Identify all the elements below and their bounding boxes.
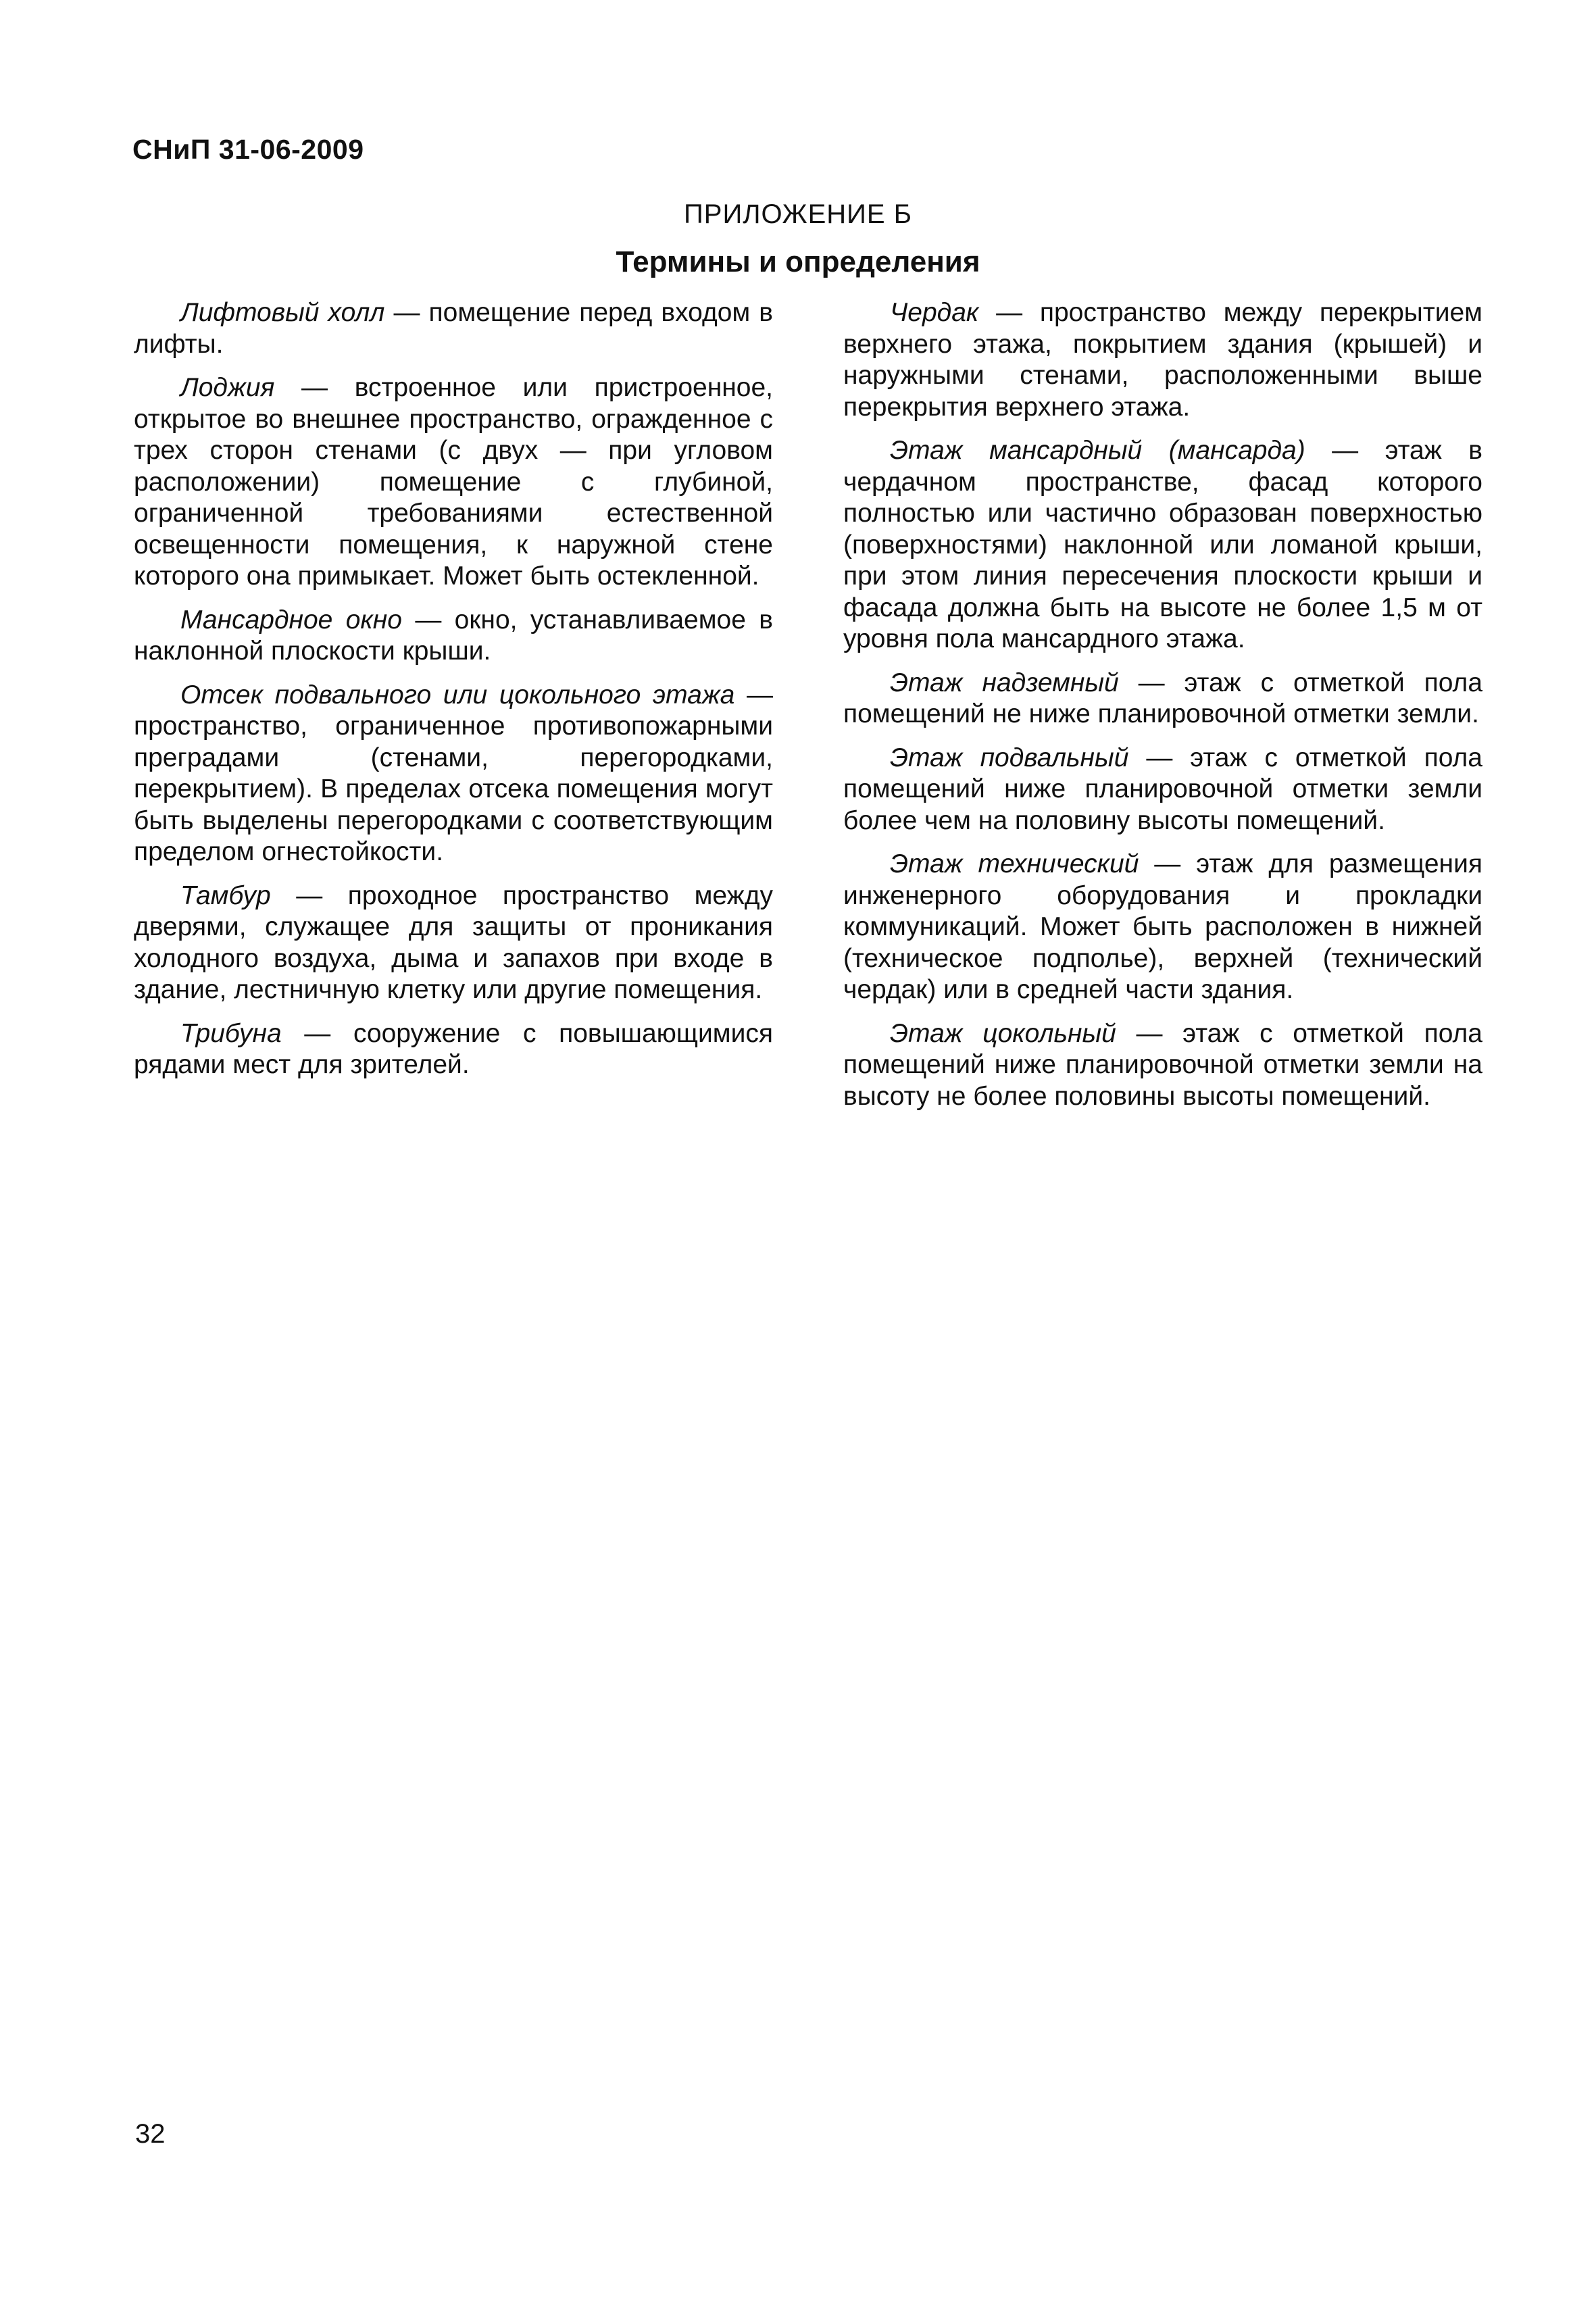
definition-text: — этаж с отметкой пола помещений ниже планировочной отметки земли на высоту не более половины высоты помещений. <box>843 1018 1482 1111</box>
definition-entry <box>843 297 1482 423</box>
term: Мансардное окно <box>180 605 402 634</box>
definition-entry <box>843 435 1482 655</box>
term: Тамбур <box>180 880 271 910</box>
term: Лоджия <box>180 373 275 402</box>
definition-text: — сооружение с повышающимися рядами мест для зрителей. <box>134 1018 773 1079</box>
definition-text: — пространство между перекрытием верхнего этажа, покрытием здания (крышей) и наружными стенами, расположенными выше перекрытия верхнего этажа. <box>843 298 1482 422</box>
section-title: Термины и определения <box>616 245 980 278</box>
definition-entry <box>134 372 773 593</box>
term: Чердак <box>890 298 979 327</box>
definition-text: — этаж в чердачном пространстве, фасад которого полностью или частично образован поверхностью (поверхностями) наклонной или ломаной крыши, при этом линия пересечения плоскости крыши и фасада должна быть на высоте не более 1,5 м от уровня пола мансардного этажа. <box>843 436 1482 653</box>
definition-entry <box>134 605 773 668</box>
definition-text: — помещение перед входом в лифты. <box>134 298 773 359</box>
definition-text: — этаж с отметкой пола помещений не ниже планировочной отметки земли. <box>843 668 1483 728</box>
term: Этаж мансардный (мансарда) <box>890 436 1305 465</box>
definition-entry <box>134 297 773 360</box>
term: Отсек подвального или цокольного этажа <box>180 680 735 710</box>
definition-entry <box>843 743 1482 837</box>
page-number: 32 <box>135 2119 166 2149</box>
definition-entry <box>134 680 773 868</box>
left-column <box>134 297 773 1093</box>
definition-entry <box>843 668 1482 730</box>
definition-entry <box>134 880 773 1006</box>
right-column <box>843 297 1482 1124</box>
term: Этаж подвальный <box>890 743 1129 772</box>
term: Лифтовый холл <box>180 298 385 327</box>
definition-entry <box>134 1018 773 1081</box>
definition-entry <box>843 849 1482 1006</box>
term: Этаж технический <box>890 849 1139 878</box>
definition-text: — этаж для размещения инженерного оборудования и прокладки коммуникаций. Может быть расположен в нижней (техническое подполье), верхней (технический чердак) или в средней части здания. <box>843 849 1482 1004</box>
appendix-label: ПРИЛОЖЕНИЕ Б <box>684 199 912 229</box>
definition-text: — встроенное или пристроенное, открытое во внешнее пространство, огражденное с трех сторон стенами (с двух — при угловом расположении) помещение с глубиной, ограниченной требованиями естественной освещенности помещения, к наружной стене которого она примыкает. Может быть остекленной. <box>134 373 773 591</box>
definition-text: — проходное пространство между дверями, служащее для защиты от проникания холодного воздуха, дыма и запахов при входе в здание, лестничную клетку или другие помещения. <box>134 880 773 1004</box>
term: Этаж цокольный <box>890 1018 1116 1048</box>
definition-entry <box>843 1018 1482 1113</box>
definition-text: — этаж с отметкой пола помещений ниже планировочной отметки земли более чем на половину высоты помещений. <box>843 743 1482 835</box>
term: Этаж надземный <box>890 668 1119 697</box>
term: Трибуна <box>180 1018 282 1048</box>
definition-text: — пространство, ограниченное противопожарными преградами (стенами, перегородками, перекрытием). В пределах отсека помещения могут быть выделены перегородками с соответствующим пределом огнестойкости. <box>134 680 774 866</box>
document-code: СНиП 31-06-2009 <box>132 134 364 165</box>
definition-text: — окно, устанавливаемое в наклонной плоскости крыши. <box>134 605 774 666</box>
